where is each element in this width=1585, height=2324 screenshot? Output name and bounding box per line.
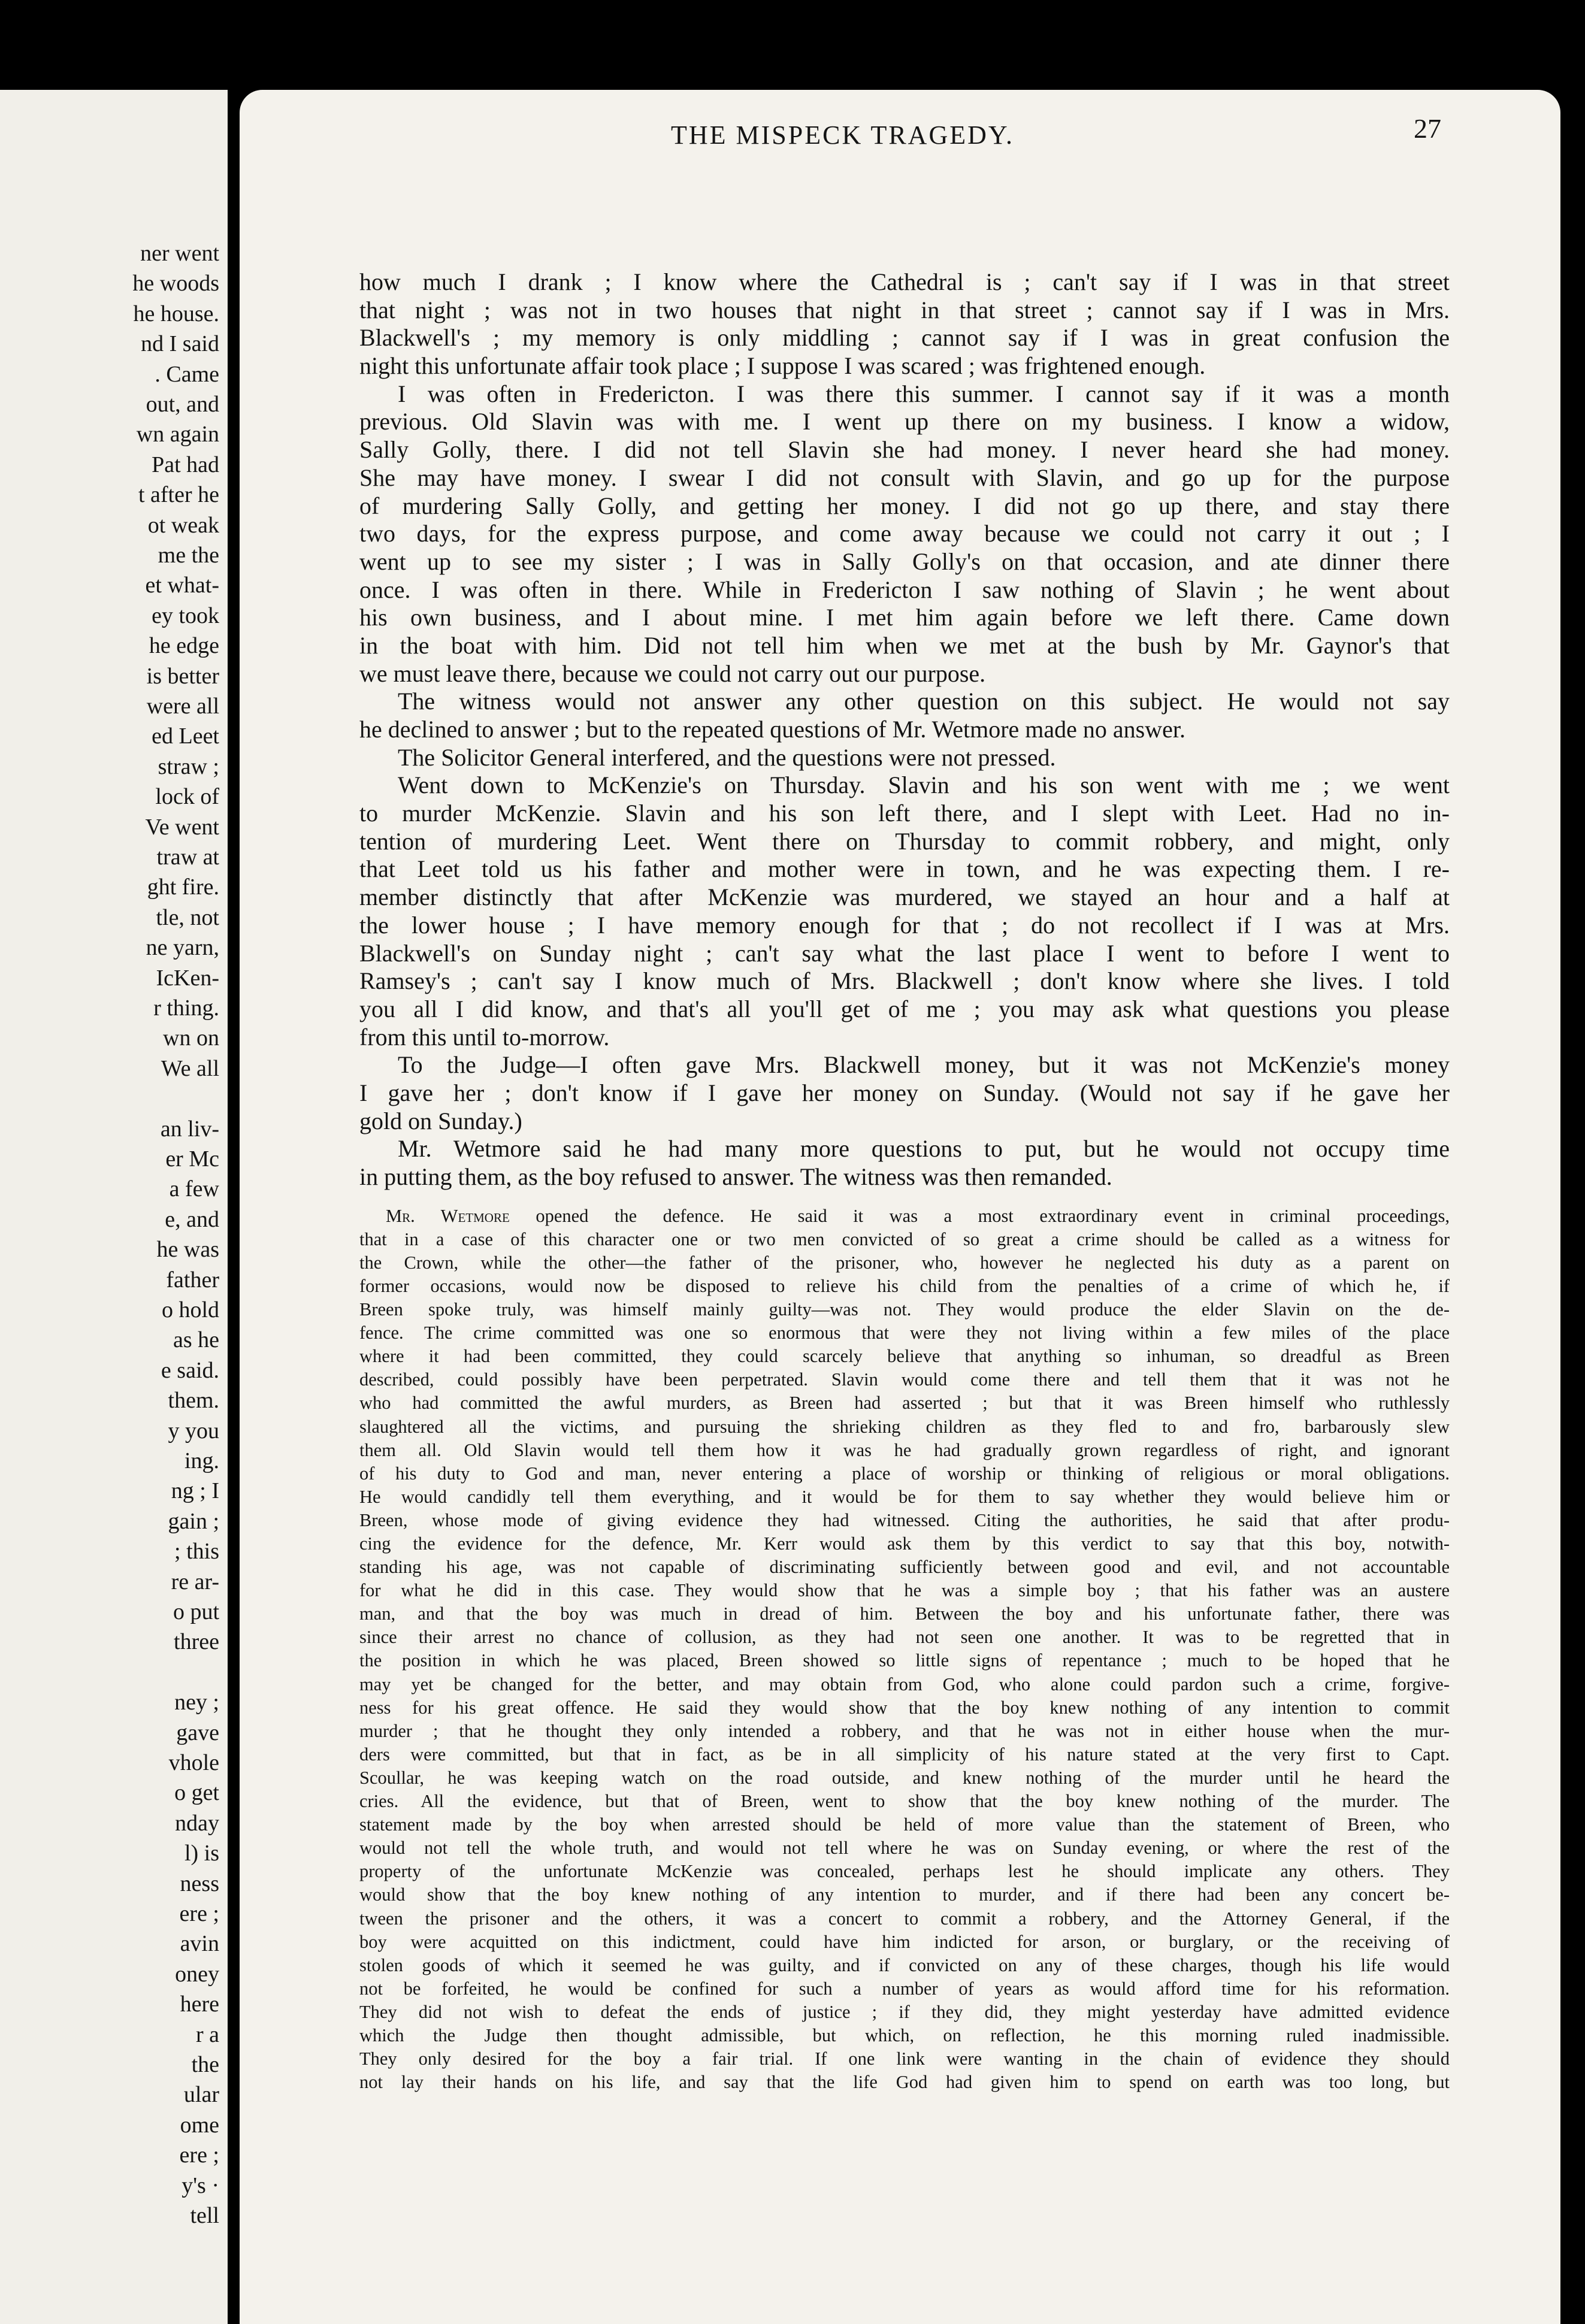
margin-fragment: an liv- [160,1116,219,1142]
text-line: went up to see my sister ; I was in Sally Golly's on that occasion, and ate dinner there [359,547,1450,575]
text-line: two days, for the express purpose, and come away because we could not carry it out ; I [359,520,1450,547]
text-line: for what he did in this case. They would show that he was a simple boy ; that his father was an austere [359,1580,1450,1601]
text-line: night this unfortunate affair took place ; I suppose I was scared ; was frightened enough. [359,352,1206,380]
margin-fragment: y you [168,1418,219,1444]
text-line: described, could possibly have been perpetrated. Slavin would come there and tell them that it was not he [359,1369,1450,1390]
text-line: how much I drank ; I know where the Cathedral is ; can't say if I was in that street [359,268,1450,295]
margin-fragment: o get [174,1780,219,1806]
text-line: of his duty to God and man, never entering a place of worship or thinking of religious or moral obligations. [359,1463,1450,1484]
margin-fragment: me the [158,543,219,568]
text-line: fence. The crime committed was one so enormous that were they not living within a few miles of the place [359,1323,1450,1343]
text-line: once. I was often in there. While in Fredericton I saw nothing of Slavin ; he went about [359,576,1450,603]
text-line: murder ; that he thought they only intended a robbery, and that he was not in either house when the mur- [359,1720,1450,1741]
text-line: them all. Old Slavin would tell them how it was he had gradually grown regardless of right, and ignorant [359,1439,1450,1460]
text-line: tween the prisoner and the others, it was a concert to commit a robbery, and the Attorney General, if the [359,1908,1450,1929]
text-line: the Crown, while the other—the father of the prisoner, who, however he neglected his duty as a parent on [359,1252,1450,1273]
margin-fragment: ing. [184,1448,219,1473]
margin-fragment: nd I said [141,331,219,357]
text-line: They did not wish to defeat the ends of justice ; if they did, they might yesterday have admitted evidence [359,2001,1450,2022]
text-line: tention of murdering Leet. Went there on Thursday to commit robbery, and might, only [359,827,1450,855]
margin-fragment: nday [175,1810,219,1836]
text-line: Breen spoke truly, was himself mainly guilty—was not. They would produce the elder Slavin on the de- [359,1299,1450,1320]
margin-fragment: ght fire. [147,874,219,900]
margin-fragment: wn on [163,1025,219,1051]
margin-fragment: ot weak [147,512,219,538]
margin-fragment: . Came [155,361,219,387]
text-line: in the boat with him. Did not tell him when we met at the bush by Mr. Gaynor's that [359,631,1450,659]
text-line: stolen goods of which it seemed he was guilty, and if convicted on any of these charges, though his life would [359,1954,1450,1975]
text-line: He would candidly tell them everything, and it would be for them to say whether they would believe him or [359,1486,1450,1507]
text-line: standing his age, was not capable of discriminating sufficiently between good and evil, and not accountable [359,1557,1450,1578]
text-line: She may have money. I swear I did not consult with Slavin, and go up for the purpose [359,464,1450,491]
page-body [359,268,1450,2094]
testimony-section [359,268,1450,1191]
text-line: former occasions, would now be disposed to relieve his child from the penalties of a crime of which he, if [359,1275,1450,1296]
running-head [0,113,1585,156]
margin-fragment: Ve went [145,814,219,840]
margin-fragment: o put [173,1599,219,1624]
margin-fragment: gain ; [168,1508,219,1534]
text-line: to murder McKenzie. Slavin and his son left there, and I slept with Leet. Had no in- [359,800,1450,827]
margin-fragment: IcKen- [156,965,219,991]
margin-fragment: he was [156,1237,219,1263]
facing-page-fragment [0,90,228,2324]
margin-fragment: et what- [145,573,219,598]
running-title: THE MISPECK TRAGEDY. [671,120,1014,150]
margin-fragment: ness [180,1871,219,1896]
margin-fragment: straw ; [158,754,219,779]
speaker-name: Mr. Wetmore [386,1205,510,1226]
text-line: Blackwell's on Sunday night ; can't say what the last place I went to before I went to [359,939,1450,967]
margin-fragment: gave [176,1720,219,1745]
text-line: we must leave there, because we could not carry out our purpose. [359,659,986,687]
margin-fragment: vhole [168,1750,219,1775]
margin-fragment: ey took [152,603,219,628]
text-line: the position in which he was placed, Breen showed so little signs of repentance ; much to be hoped that he [359,1650,1450,1671]
defence-opening-section [359,1205,1450,2095]
margin-fragment: ney ; [174,1690,219,1715]
margin-fragment: he house. [133,301,219,326]
margin-fragment: e said. [161,1357,219,1383]
margin-fragment: We all [161,1055,219,1081]
margin-fragment: oney [175,1961,219,1987]
text-line: where it had been committed, they could scarcely believe that anything so inhuman, so dreadful as Breen [359,1346,1450,1367]
margin-fragment: avin [180,1931,219,1957]
margin-fragment: them. [168,1388,219,1414]
text-line: he declined to answer ; but to the repeated questions of Mr. Wetmore made no answer. [359,716,1185,743]
margin-fragment: ere ; [179,1901,219,1926]
margin-fragment: lock of [155,784,219,810]
margin-fragment: ; this [174,1539,219,1565]
text-line: Went down to McKenzie's on Thursday. Slavin and his son went with me ; we went [398,771,1450,799]
margin-fragment: he woods [132,271,219,296]
margin-fragment: e, and [165,1206,219,1232]
text-line: The Solicitor General interfered, and the questions were not pressed. [398,743,1056,771]
margin-fragment: ome [180,2112,219,2138]
margin-fragment: ed Leet [152,724,219,749]
margin-fragment: re ar- [171,1569,219,1594]
margin-fragment: the [191,2052,219,2077]
margin-fragment: he edge [149,633,219,659]
text-line: cing the evidence for the defence, Mr. Kerr would ask them by this verdict to say that this boy, notwith- [359,1533,1450,1554]
margin-fragment: o hold [161,1297,219,1323]
text-line: not be forfeited, he would be confined for such a number of years as would afford time for his reformation. [359,1978,1450,1999]
margin-fragment: tell [190,2203,219,2228]
margin-fragment: Pat had [152,452,219,477]
line-text: opened the defence. He said it was a most extraordinary event in criminal proceedings, [536,1205,1450,1226]
margin-fragment: out, and [146,392,219,417]
text-line: may yet be changed for the better, and may obtain from God, who alone could pardon such a crime, forgive- [359,1674,1450,1694]
margin-fragment: wn again [136,422,219,447]
text-line: that Leet told us his father and mother were in town, and he was expecting them. I re- [359,855,1450,883]
text-line: boy were acquitted on this indictment, could have him indicted for arson, or burglary, or the receiving of [359,1931,1450,1952]
text-line: man, and that the boy was much in dread of him. Between the boy and his unfortunate father, there was [359,1603,1450,1624]
margin-fragment: t after he [138,482,219,508]
text-line: ness for his great offence. He said they would show that the boy knew nothing of any intention to commit [359,1697,1450,1718]
margin-fragment: were all [146,694,219,719]
margin-fragment: ng ; I [171,1478,219,1504]
margin-fragment: ne yarn, [146,935,219,961]
text-line: in putting them, as the boy refused to answer. The witness was then remanded. [359,1163,1112,1190]
text-line: Ramsey's ; can't say I know much of Mrs. Blackwell ; don't know where she lives. I told [359,967,1450,995]
text-line: the lower house ; I have memory enough for that ; do not recollect if I was at Mrs. [359,911,1450,939]
margin-fragment: here [180,1992,219,2017]
text-line: Breen, whose mode of giving evidence they had witnessed. Citing the authorities, he said that after produ- [359,1509,1450,1530]
text-line: ders were committed, but that in fact, as be in all simplicity of his nature stated at the very first to Capt. [359,1744,1450,1765]
text-line: that in a case of this character one or two men convicted of so great a crime should be called as a witness for [359,1228,1450,1249]
text-line: Sally Golly, there. I did not tell Slavin she had money. I never heard she had money. [359,436,1450,464]
text-line: member distinctly that after McKenzie was murdered, we stayed an hour and a half at [359,883,1450,911]
margin-fragment: l) is [184,1841,219,1866]
text-line: his own business, and I about mine. I met him again before we left there. Came down [359,604,1450,631]
margin-fragment: ner went [140,241,219,266]
text-line: which the Judge then thought admissible, but which, on reflection, he this morning ruled inadmissible. [359,2025,1450,2045]
page-number: 27 [1414,113,1441,144]
text-line: They only desired for the boy a fair trial. If one link were wanting in the chain of evidence they should [359,2048,1450,2069]
text-line: I was often in Fredericton. I was there this summer. I cannot say if it was a month [398,380,1450,407]
margin-fragment: er Mc [165,1146,219,1172]
text-line: Scoullar, he was keeping watch on the road outside, and knew nothing of the murder until he heard the [359,1767,1450,1788]
text-line: Mr. Wetmore said he had many more questions to put, but he would not occupy time [398,1135,1450,1163]
text-line: slaughtered all the victims, and pursuing the shrieking children as they fled to and fro, barbarously slew [359,1416,1450,1437]
text-line: would not tell the whole truth, and would not tell where he was on Sunday evening, or where the rest of the [359,1838,1450,1859]
text-line: from this until to-morrow. [359,1023,610,1051]
text-line: gold on Sunday.) [359,1107,522,1134]
margin-fragment: a few [169,1176,219,1202]
text-line: that night ; was not in two houses that night in that street ; cannot say if I was in Mrs. [359,296,1450,323]
margin-fragment: r thing. [153,995,219,1021]
margin-fragment: y's · [182,2172,219,2198]
text-line: The witness would not answer any other question on this subject. He would not say [398,688,1450,715]
text-line: you all I did know, and that's all you'll get of me ; you may ask what questions you please [359,995,1450,1022]
text-line: To the Judge—I often gave Mrs. Blackwell money, but it was not McKenzie's money [398,1051,1450,1079]
text-line: would show that the boy knew nothing of any intention to murder, and if there had been any concert be- [359,1884,1450,1905]
text-line: Blackwell's ; my memory is only middling ; cannot say if I was in great confusion the [359,324,1450,352]
text-line: previous. Old Slavin was with me. I went up there on my business. I know a widow, [359,408,1450,435]
text-line: property of the unfortunate McKenzie was concealed, perhaps lest he should implicate any others. They [359,1861,1450,1882]
margin-fragment: r a [195,2022,219,2047]
margin-fragment: is better [146,663,219,689]
text-line: I gave her ; don't know if I gave her money on Sunday. (Would not say if he gave her [359,1079,1450,1106]
text-line: of murdering Sally Golly, and getting her money. I did not go up there, and stay there [359,492,1450,519]
text-line: who had committed the awful murders, as Breen had asserted ; but that it was Breen himself who ruthlessly [359,1393,1450,1414]
margin-fragment: as he [173,1327,219,1353]
margin-fragment: father [166,1267,219,1293]
margin-fragment: ular [183,2082,219,2108]
margin-fragment: traw at [156,845,219,870]
text-line [359,1205,1450,1228]
section-gap [359,1191,1450,1205]
margin-fragment: ere ; [179,2143,219,2168]
text-line: since their arrest no chance of collusion, as they had not seen one another. It was to be regretted that in [359,1627,1450,1648]
text-line: cries. All the evidence, but that of Breen, went to show that the boy knew nothing of the murder. The [359,1791,1450,1812]
text-line: not lay their hands on his life, and say that the life God had given him to spend on earth was too long, but [359,2072,1450,2093]
margin-fragment: three [174,1629,219,1655]
text-line: statement made by the boy when arrested should be held of more value than the statement of Breen, who [359,1814,1450,1835]
margin-fragment: tle, not [156,904,219,930]
